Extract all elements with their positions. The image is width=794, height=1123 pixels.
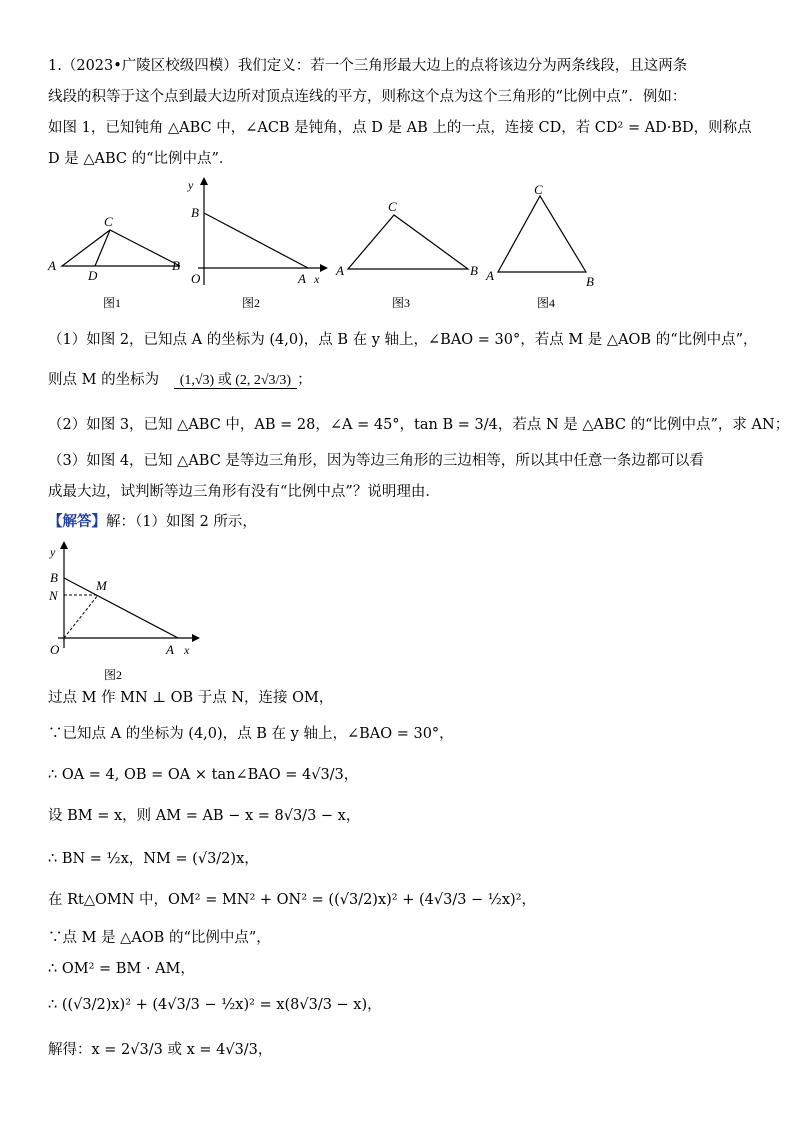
q1-line-a: （1）如图 2，已知点 A 的坐标为 (4,0)，点 B 在 y 轴上，∠BAO = 30°，若点 M 是 △AOB 的“比例中点”， (48, 332, 758, 348)
fig1-label-a: A (48, 258, 56, 273)
fig3-label-a: A (336, 263, 344, 278)
solution-step-8: ∴ OM² = BM · AM， (48, 961, 195, 977)
figure-3 (330, 195, 490, 285)
sfig-label-m: M (96, 578, 107, 593)
q3-line-2: 成最大边，试判断等边三角形有没有“比例中点”？说明理由． (48, 484, 440, 500)
solution-figure-2 (40, 538, 210, 663)
sfig-label-o: O (50, 642, 60, 657)
sfig-label-a: A (166, 642, 174, 657)
solution-fig-caption: 图2 (104, 668, 123, 682)
sfig-label-b: B (50, 570, 58, 585)
fig2-label-b: B (191, 205, 199, 220)
solution-header-line (48, 512, 257, 532)
solution-step-1: 过点 M 作 MN ⊥ OB 于点 N，连接 OM， (48, 690, 334, 706)
fig1-caption: 图1 (103, 296, 122, 310)
sfig-label-x: x (184, 643, 190, 657)
fig1-label-b: B (172, 258, 180, 273)
sfig-label-y: y (50, 545, 56, 559)
q2-line: （2）如图 3，已知 △ABC 中，AB = 28，∠A = 45°，tan B = 3/4，若点 N 是 △ABC 的“比例中点”，求 AN； (48, 417, 790, 433)
fig2-label-a: A (298, 271, 306, 286)
solution-step-6: 在 Rt△OMN 中，OM² = MN² + ON² = ((√3/2)x)² + (4√3/3 − ½x)²， (48, 892, 537, 908)
fig3-label-b: B (470, 263, 478, 278)
fig4-label-a: A (486, 268, 494, 283)
problem-number: 1. (48, 58, 62, 74)
problem-line-3: 如图 1，已知钝角 △ABC 中，∠ACB 是钝角，点 D 是 AB 上的一点，连接 CD，若 CD² = AD·BD，则称点 (48, 120, 752, 136)
problem-line-1 (48, 56, 687, 76)
fig2-caption: 图2 (242, 296, 261, 310)
fig4-label-b: B (586, 274, 594, 289)
solution-step-3: ∴ OA = 4, OB = OA × tan∠BAO = 4√3/3， (48, 767, 359, 783)
q1-answer: (1,√3) 或 (2, 2√3/3) (174, 373, 297, 389)
fig2-label-o: O (191, 271, 201, 286)
problem-line-2: 线段的积等于这个点到最大边所对顶点连线的平方，则称这个点为这个三角形的“比例中点”．例如： (48, 89, 687, 105)
fig4-caption: 图4 (537, 296, 556, 310)
q1-line-b: 则点 M 的坐标为 (1,√3) 或 (2, 2√3/3) ； (48, 372, 312, 388)
solution-step-2: ∵已知点 A 的坐标为 (4,0)，点 B 在 y 轴上，∠BAO = 30°， (48, 726, 454, 742)
sfig-label-n: N (49, 588, 58, 603)
problem-source: （2023•广陵区校级四模） (61, 58, 238, 74)
solution-step-5: ∴ BN = ½x，NM = (√3/2)x， (48, 851, 259, 867)
fig3-caption: 图3 (392, 296, 411, 310)
fig1-label-c: C (104, 214, 113, 229)
q3-line-1: （3）如图 4，已知 △ABC 是等边三角形，因为等边三角形的三边相等，所以其中任意一条边都可以看 (48, 453, 704, 469)
figure-2 (180, 175, 340, 295)
fig4-label-c: C (534, 182, 543, 197)
solution-intro: 解：（1）如图 2 所示， (106, 514, 257, 530)
solution-step-10: 解得：x = 2√3/3 或 x = 4√3/3， (48, 1042, 273, 1058)
fig2-label-y: y (188, 178, 194, 192)
fig1-label-d: D (88, 268, 98, 283)
problem-line1-text: 我们定义：若一个三角形最大边上的点将该边分为两条线段，且这两条 (237, 58, 688, 74)
problem-line-4: D 是 △ABC 的“比例中点”． (48, 151, 234, 167)
solution-step-7: ∵点 M 是 △AOB 的“比例中点”， (48, 930, 271, 946)
figure-1 (40, 210, 190, 290)
solution-step-9: ∴ ((√3/2)x)² + (4√3/3 − ½x)² = x(8√3/3 − x)， (48, 997, 382, 1013)
fig2-label-x: x (314, 272, 320, 286)
q1-prompt: 则点 M 的坐标为 (48, 372, 160, 388)
fig3-label-c: C (388, 199, 397, 214)
figure-4 (480, 180, 610, 290)
solution-step-4: 设 BM = x，则 AM = AB − x = 8√3/3 − x， (48, 808, 361, 824)
solution-header: 【解答】 (48, 514, 106, 530)
